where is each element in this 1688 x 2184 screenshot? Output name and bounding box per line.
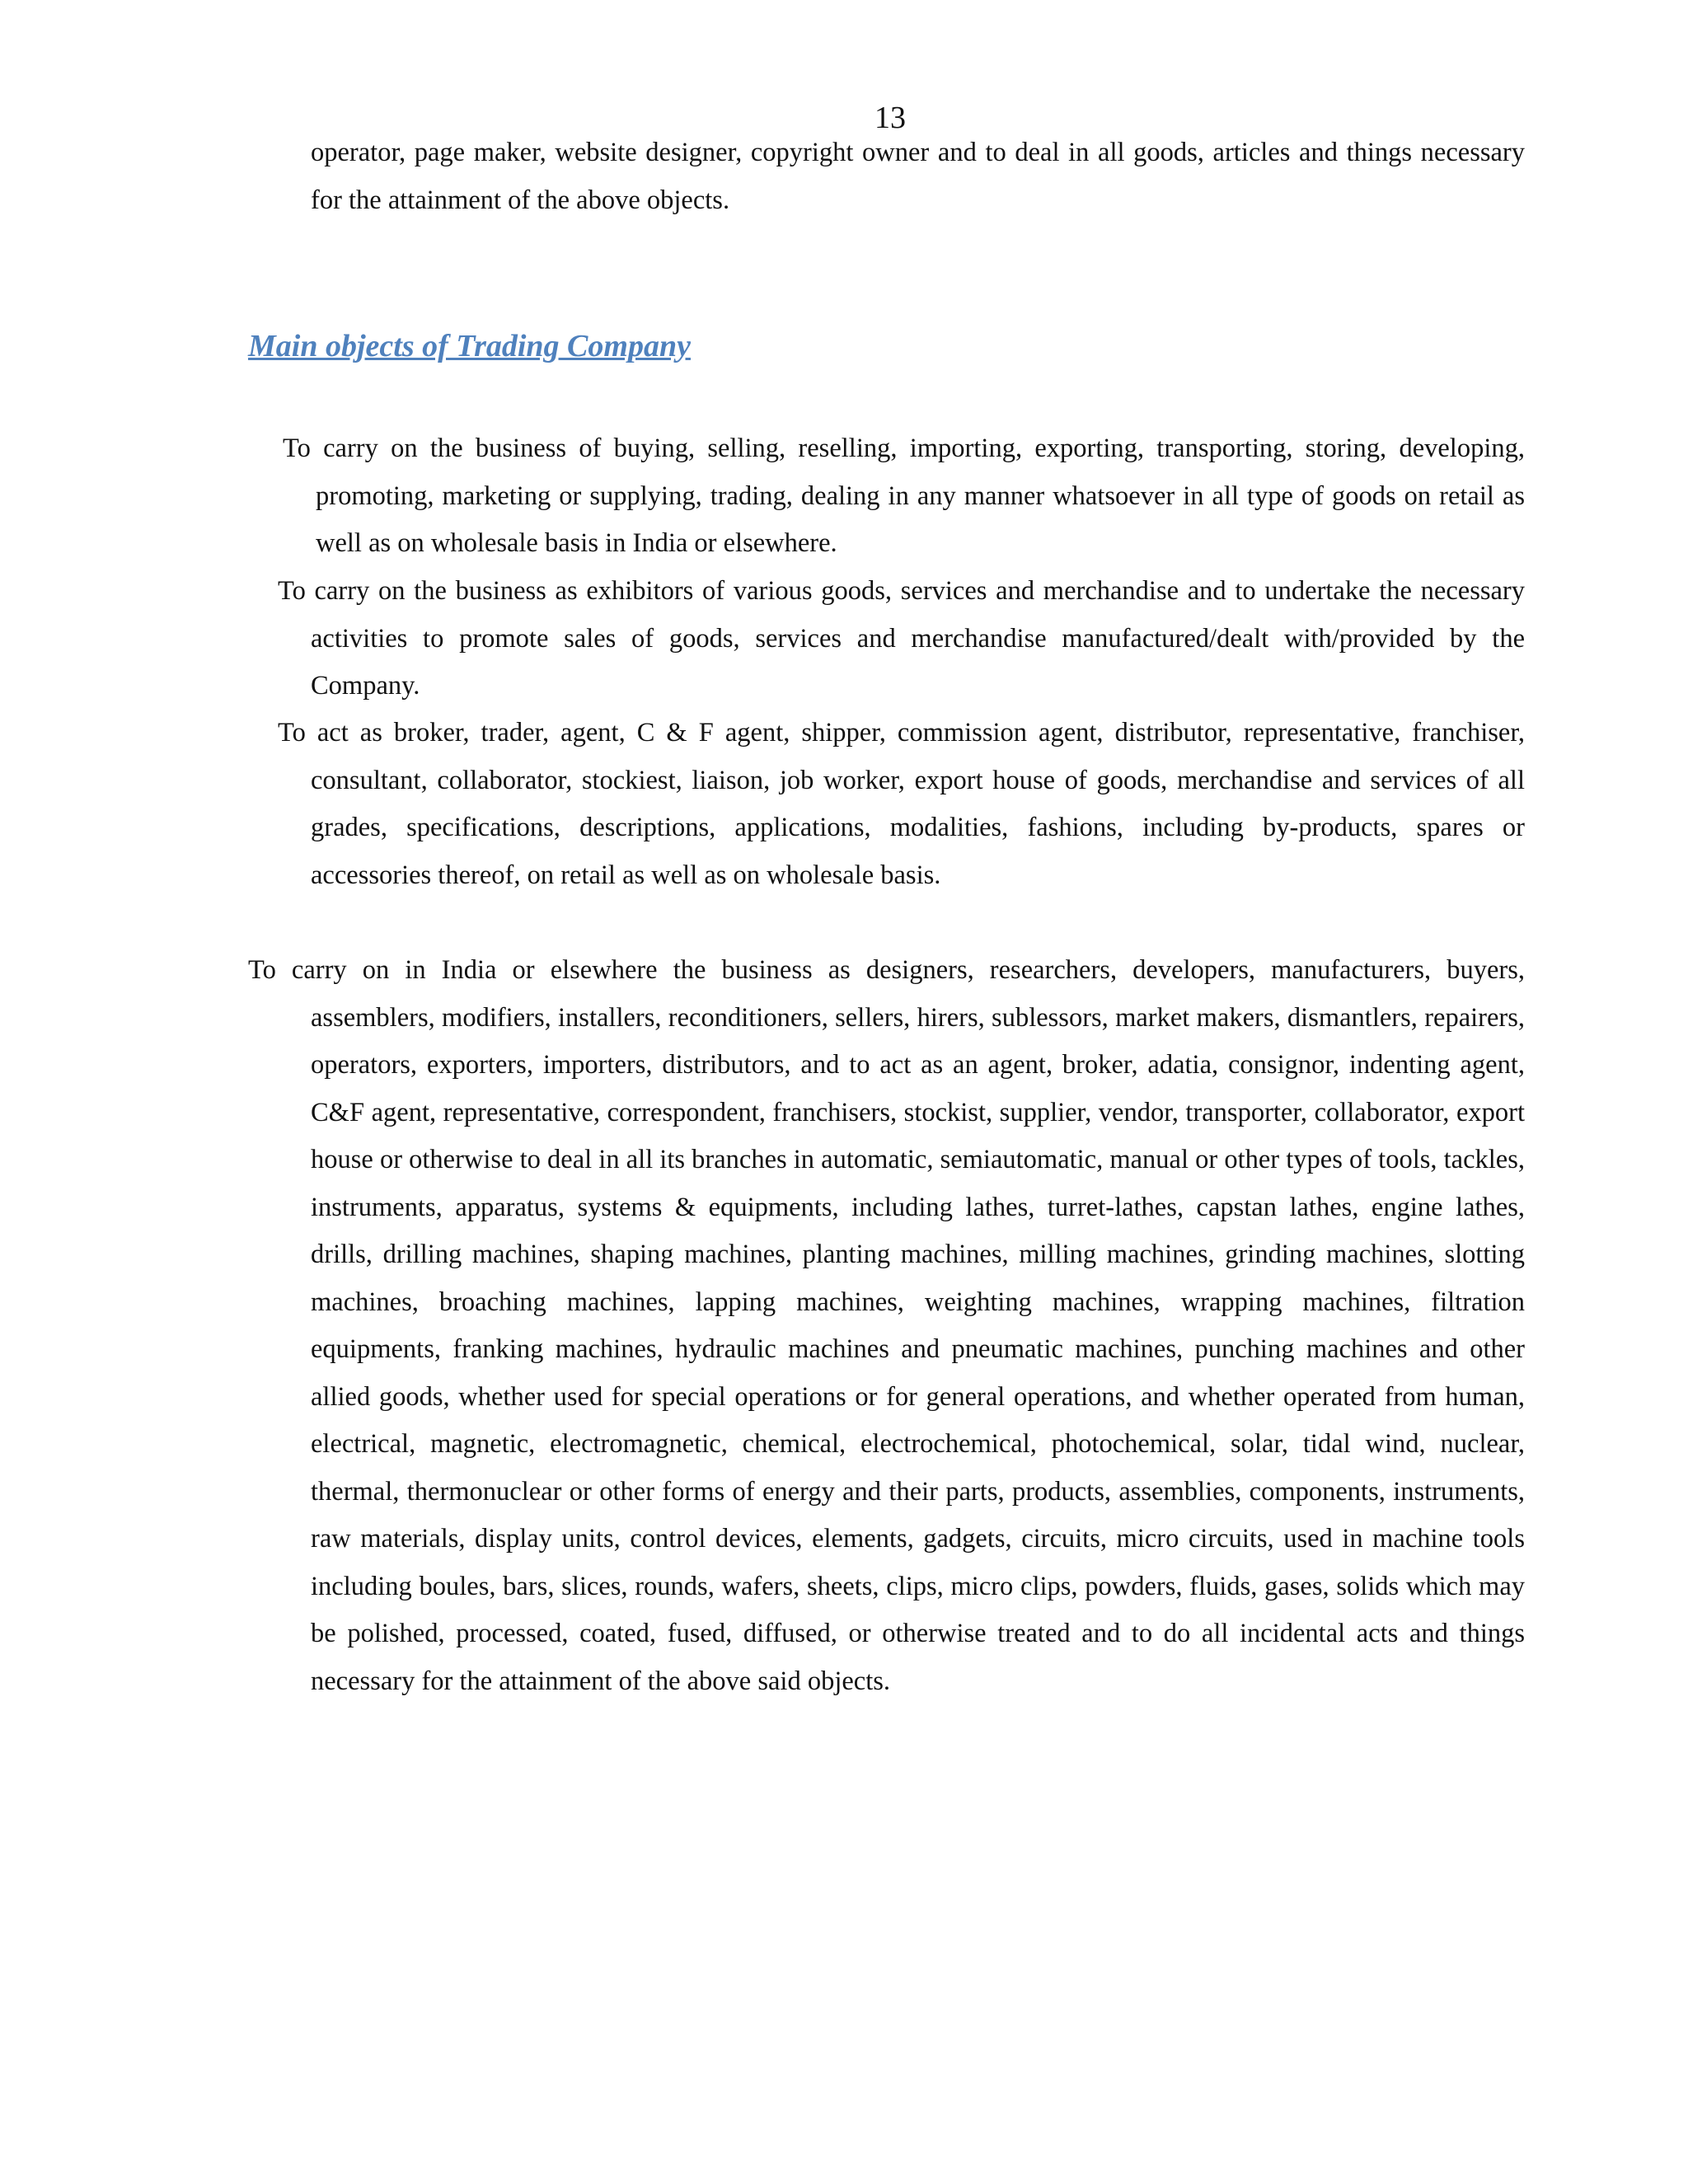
object-paragraph-2: To carry on the business as exhibitors of various goods, services and merchandise and to undertake the necessary activities to promote sales of goods, services and merchandise manufactured/dealt with/provided by the Company.: [278, 576, 1525, 701]
object-paragraph-3: To act as broker, trader, agent, C & F agent, shipper, commission agent, distributor, representative, franchiser, consultant, collaborator, stockiest, liaison, job worker, export house of goods, merchandise and services of all grades, specifications, descriptions, applications, modalities, fashions, including by-products, spares or accessories thereof, on retail as well as on wholesale basis.: [278, 718, 1525, 890]
object-paragraph-1: To carry on the business of buying, selling, reselling, importing, exporting, transporting, storing, developing, promoting, marketing or supplying, trading, dealing in any manner whatsoever in all type of goods on retail as well as on wholesale basis in India or elsewhere.: [283, 434, 1525, 558]
page-number: 13: [874, 101, 906, 135]
object-paragraph-4: To carry on in India or elsewhere the business as designers, researchers, developers, manufacturers, buyers, assemblers, modifiers, installers, reconditioners, sellers, hirers, sublessors, market makers, dismantlers, repairers, operators, exporters, importers, distributors, and to act as an agent, broker, adatia, consignor, indenting agent, C&F agent, representative, correspondent, franchisers, stockist, supplier, vendor, transporter, collaborator, export house or otherwise to deal in all its branches in automatic, semiautomatic, manual or other types of tools, tackles, instruments, apparatus, systems & equipments, including lathes, turret-lathes, capstan lathes, engine lathes, drills, drilling machines, shaping machines, planting machines, milling machines, grinding machines, slotting machines, broaching machines, lapping machines, weighting machines, wrapping machines, filtration equipments, franking machines, hydraulic machines and pneumatic machines, punching machines and other allied goods, whether used for special operations or for general operations, and whether operated from human, electrical, magnetic, electromagnetic, chemical, electrochemical, photochemical, solar, tidal wind, nuclear, thermal, thermonuclear or other forms of energy and their parts, products, assemblies, components, instruments, raw materials, display units, control devices, elements, gadgets, circuits, micro circuits, used in machine tools including boules, bars, slices, rounds, wafers, sheets, clips, micro clips, powders, fluids, gases, solids which may be polished, processed, coated, fused, diffused, or otherwise treated and to do all incidental acts and things necessary for the attainment of the above said objects.: [248, 955, 1525, 1696]
continuation-paragraph: operator, page maker, website designer, copyright owner and to deal in all goods, articles and things necessary for the attainment of the above objects.: [311, 138, 1525, 215]
section-heading: Main objects of Trading Company: [248, 329, 691, 363]
